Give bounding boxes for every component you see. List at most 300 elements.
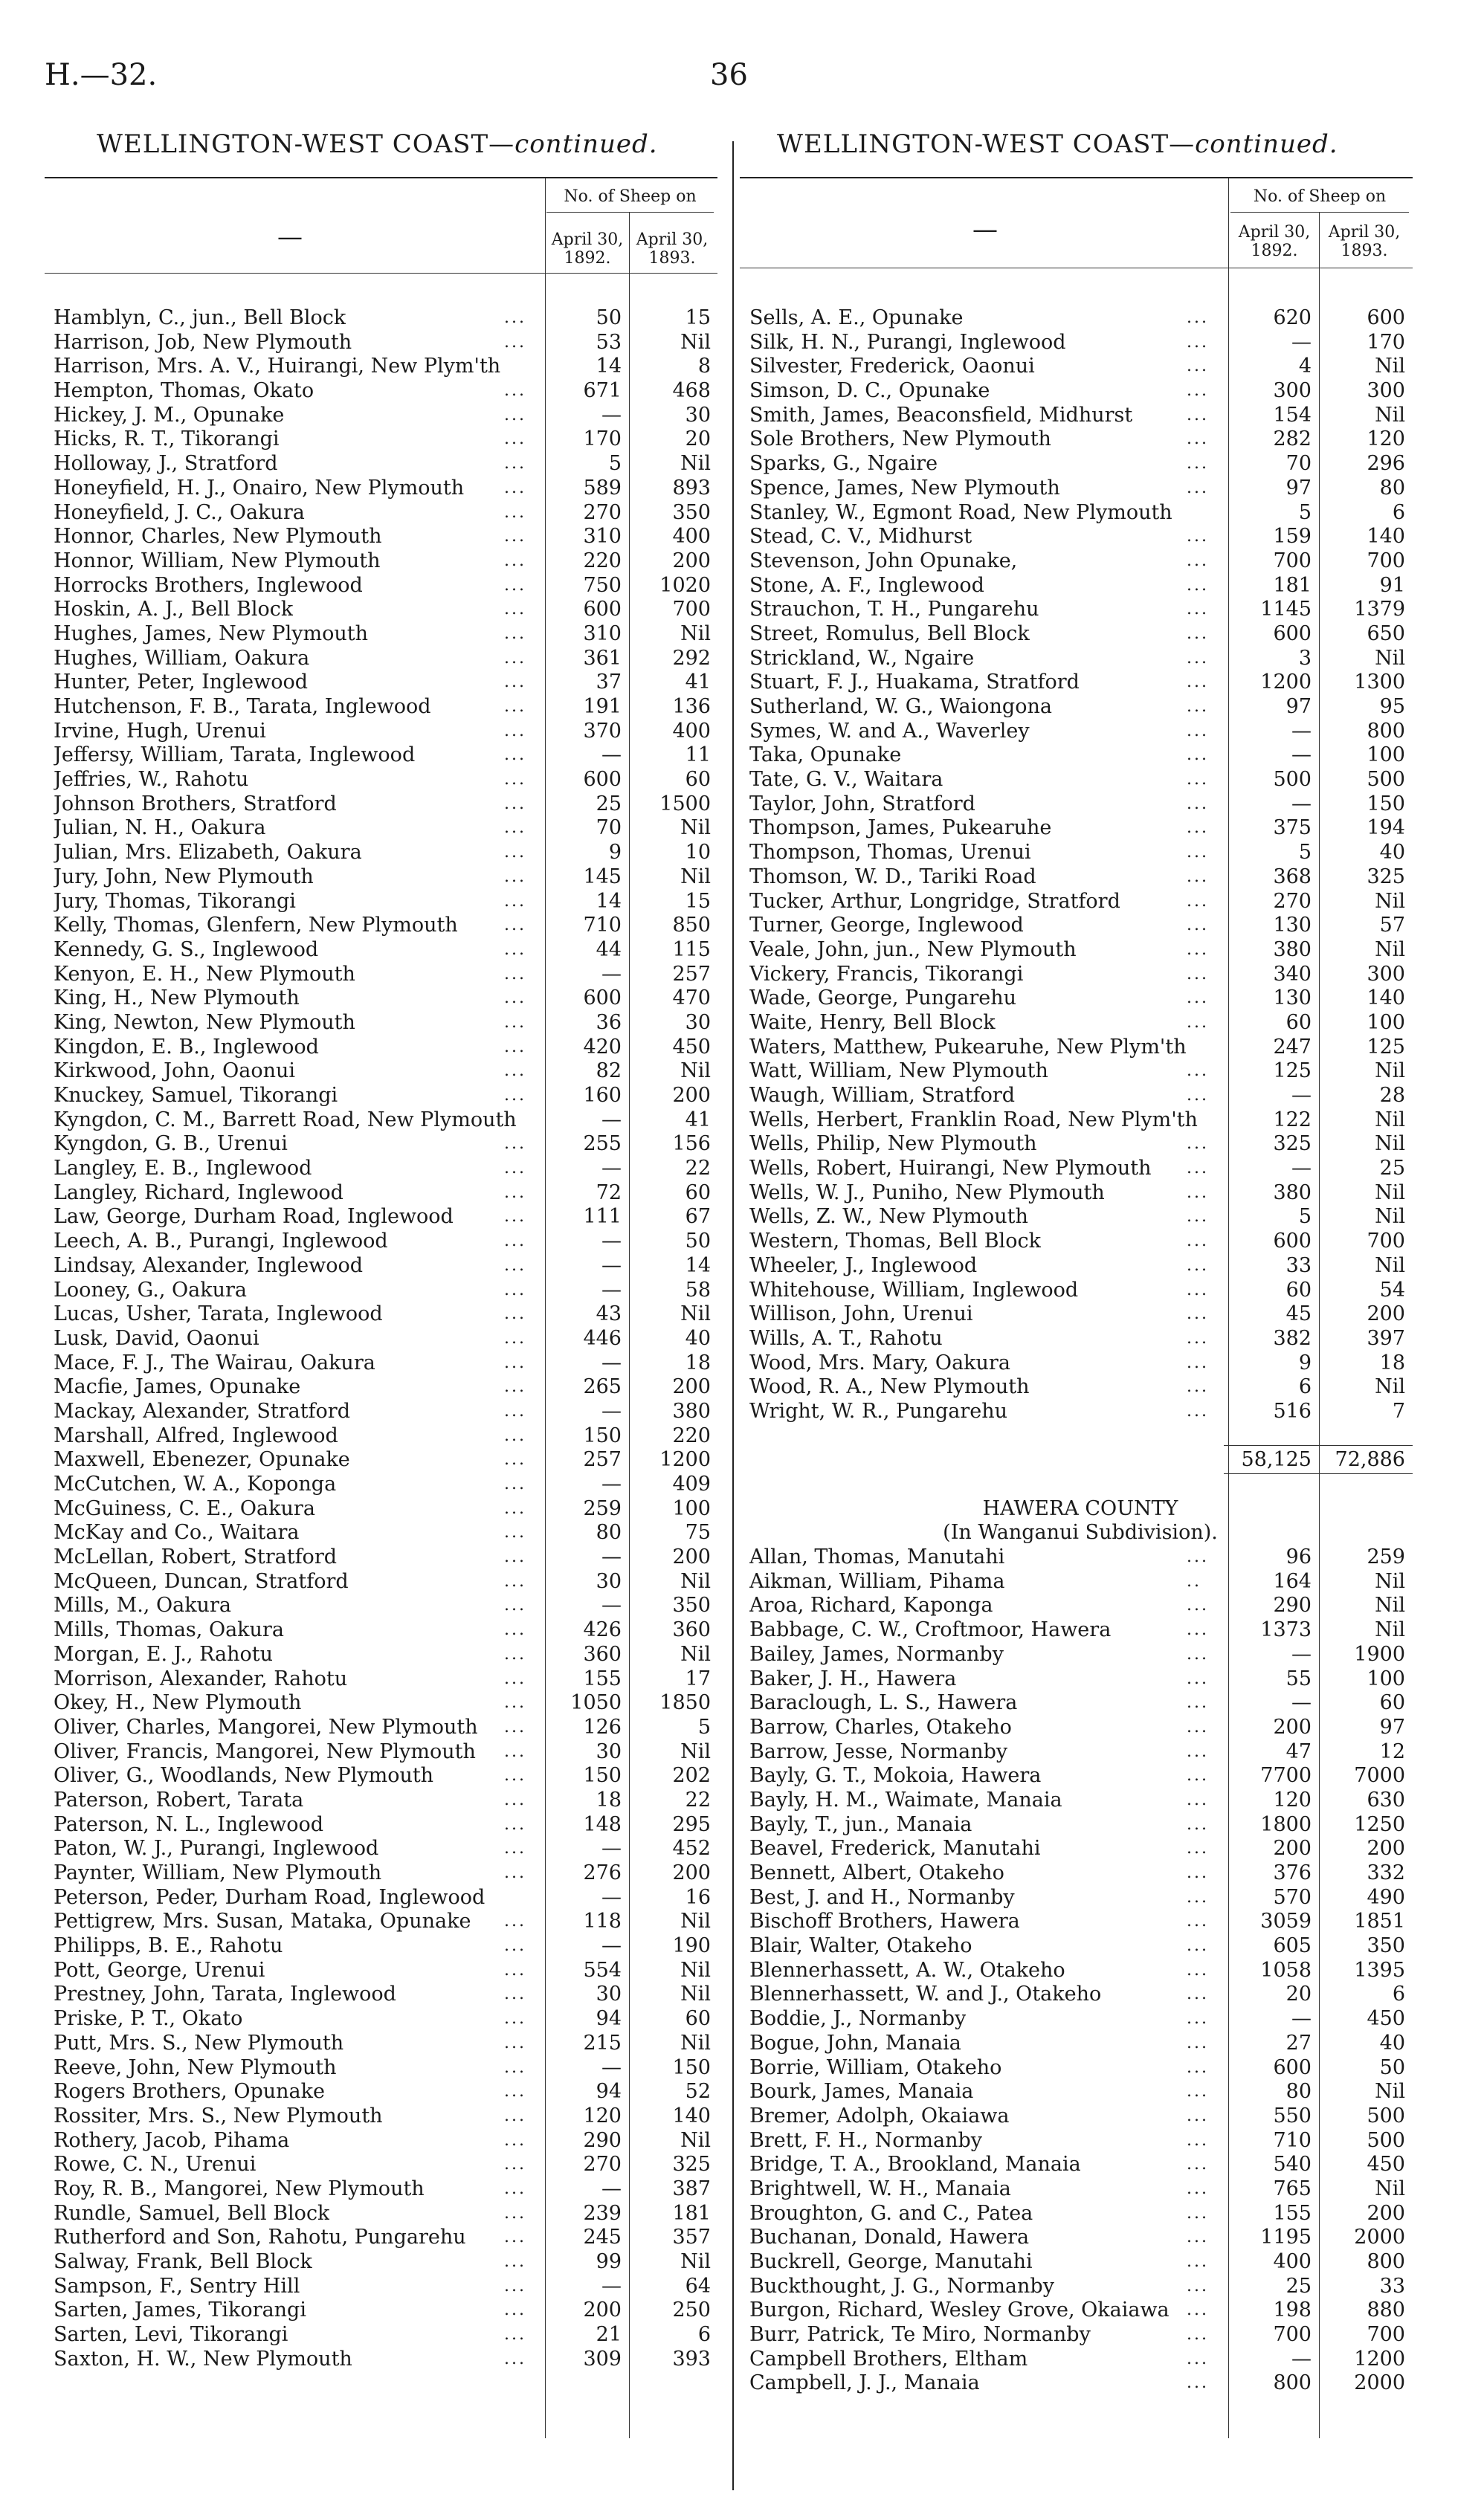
table-row: [54, 647, 715, 671]
row-value-1892: 282: [1273, 427, 1312, 451]
table-row: [749, 865, 1411, 890]
row-name: Knuckey, Samuel, Tikorangi: [54, 1084, 338, 1107]
row-leader-dots: ..: [1187, 1571, 1201, 1591]
row-value-1893: 800: [1367, 2250, 1405, 2273]
row-value-1892: 540: [1273, 2153, 1312, 2177]
table-row: [749, 1618, 1411, 1643]
row-name: Julian, Mrs. Elizabeth, Oakura: [54, 841, 362, 865]
row-name: Waugh, William, Stratford: [749, 1084, 1016, 1107]
row-value-1892: 45: [1285, 1302, 1312, 1326]
row-leader-dots: ...: [1187, 454, 1209, 474]
row-name: Priske, P. T., Okato: [54, 2007, 243, 2031]
table-row: [749, 938, 1411, 963]
table-row: [749, 743, 1411, 768]
row-name: Brightwell, W. H., Manaia: [749, 2177, 1011, 2200]
table-row: [54, 2032, 715, 2056]
row-name: Hutchenson, F. B., Tarata, Inglewood: [54, 695, 431, 718]
row-leader-dots: ...: [504, 1207, 526, 1227]
row-leader-dots: ...: [1187, 2374, 1209, 2393]
row-value-1892: 554: [583, 1958, 622, 1982]
row-name: Waite, Henry, Bell Block: [749, 1010, 996, 1034]
row-value-1892: 368: [1273, 865, 1312, 888]
right-title-text: WELLINGTON-WEST COAST—: [777, 129, 1196, 159]
row-value-1893: 300: [1367, 379, 1405, 403]
row-value-1893: Nil: [1375, 403, 1405, 427]
row-leader-dots: ...: [504, 1693, 526, 1713]
row-value-1892: 220: [583, 549, 622, 572]
row-value-1892: 43: [596, 1302, 622, 1326]
row-value-1892: 82: [596, 1059, 622, 1083]
row-value-1892: 270: [583, 2153, 622, 2177]
row-leader-dots: ...: [1187, 1159, 1209, 1178]
row-name: Wood, Mrs. Mary, Oakura: [749, 1351, 1010, 1374]
row-name: Hughes, James, New Plymouth: [54, 621, 368, 645]
table-row: [749, 2298, 1411, 2323]
table-row: [54, 1254, 715, 1279]
row-value-1893: 200: [672, 549, 711, 572]
row-value-1893: 850: [672, 914, 711, 937]
row-leader-dots: ...: [1187, 1134, 1209, 1154]
row-value-1892: 3059: [1260, 1910, 1312, 1933]
row-value-1892: 1050: [570, 1691, 622, 1715]
table-row: [54, 1473, 715, 1497]
row-leader-dots: ...: [504, 1523, 526, 1542]
row-value-1892: —: [601, 1594, 622, 1618]
row-value-1892: 170: [583, 427, 622, 451]
row-value-1893: Nil: [680, 1983, 711, 2006]
row-value-1892: 420: [583, 1035, 622, 1059]
row-value-1892: 310: [583, 621, 622, 645]
row-name: Bridge, T. A., Brookland, Manaia: [749, 2153, 1081, 2177]
row-value-1893: 450: [1367, 2007, 1405, 2031]
table-row: [749, 1983, 1411, 2007]
table-row: [749, 525, 1411, 549]
row-name: Paterson, N. L., Inglewood: [54, 1812, 324, 1836]
row-value-1893: 220: [672, 1424, 711, 1447]
table-row: [54, 1036, 715, 1060]
row-value-1893: 700: [1367, 549, 1405, 572]
row-name: Thompson, Thomas, Urenui: [749, 841, 1031, 865]
table-row: [749, 355, 1411, 379]
table-row: [749, 1254, 1411, 1279]
row-value-1892: —: [601, 1108, 622, 1131]
row-name: Spence, James, New Plymouth: [749, 476, 1060, 500]
row-value-1892: —: [601, 2055, 622, 2079]
row-leader-dots: ...: [1187, 1183, 1209, 1202]
row-value-1892: 47: [1285, 1739, 1312, 1763]
row-name: Pettigrew, Mrs. Susan, Mataka, Opunake: [54, 1910, 471, 1933]
table-row: [749, 2032, 1411, 2056]
row-value-1892: 290: [1273, 1594, 1312, 1618]
row-value-1893: 120: [1367, 427, 1405, 451]
row-name: Hickey, J. M., Opunake: [54, 403, 285, 427]
row-value-1893: 700: [1367, 1230, 1405, 1253]
row-value-1893: 75: [685, 1521, 711, 1545]
table-row: [749, 476, 1411, 501]
row-name: Honnor, Charles, New Plymouth: [54, 525, 382, 549]
row-value-1892: 14: [596, 889, 622, 913]
row-value-1892: 55: [1285, 1667, 1312, 1690]
row-leader-dots: ...: [504, 1450, 526, 1470]
row-name: Jury, Thomas, Tikorangi: [54, 889, 296, 913]
row-value-1893: Nil: [1375, 1375, 1405, 1399]
row-value-1893: 409: [672, 1473, 711, 1496]
table-row: [54, 1837, 715, 1861]
row-name: Veale, John, jun., New Plymouth: [749, 937, 1077, 961]
row-leader-dots: ...: [1187, 2082, 1209, 2101]
row-value-1893: 91: [1379, 573, 1405, 597]
row-leader-dots: ...: [1187, 1669, 1209, 1688]
row-leader-dots: ...: [504, 1864, 526, 1882]
table-row: [749, 1473, 1411, 1497]
row-value-1893: 1850: [659, 1691, 711, 1715]
table-row: [54, 1545, 715, 1570]
row-value-1893: 292: [672, 646, 711, 670]
row-value-1892: 96: [1285, 1545, 1312, 1569]
table-row: [749, 2080, 1411, 2104]
row-value-1893: 250: [672, 2298, 711, 2322]
table-row: [749, 2129, 1411, 2154]
row-value-1893: 150: [1367, 792, 1405, 815]
row-value-1893: 150: [672, 2055, 711, 2079]
row-value-1893: 1900: [1354, 1642, 1405, 1666]
table-row: [749, 2104, 1411, 2129]
table-row: [749, 1036, 1411, 1060]
table-row: [749, 1205, 1411, 1230]
row-value-1892: 97: [1285, 695, 1312, 718]
row-value-1892: 710: [583, 914, 622, 937]
row-value-1893: Nil: [680, 452, 711, 476]
row-value-1892: —: [601, 1837, 622, 1861]
row-name: Jeffersy, William, Tarata, Inglewood: [54, 743, 416, 767]
row-name: Rogers Brothers, Opunake: [54, 2080, 325, 2104]
table-row: [749, 549, 1411, 574]
right-title-italic: continued.: [1195, 129, 1338, 159]
row-name: Maxwell, Ebenezer, Opunake: [54, 1448, 350, 1472]
row-value-1892: 1145: [1260, 598, 1312, 621]
table-row: [54, 427, 715, 452]
row-leader-dots: ...: [504, 2252, 526, 2271]
row-name: Hamblyn, C., jun., Bell Block: [54, 306, 346, 329]
row-name: Waters, Matthew, Pukearuhe, New Plym'th: [749, 1035, 1187, 1059]
row-value-1893: 800: [1367, 719, 1405, 743]
row-value-1892: 155: [583, 1667, 622, 1690]
row-value-1892: 700: [1273, 549, 1312, 572]
row-value-1892: 125: [1273, 1059, 1312, 1083]
table-row: [749, 1570, 1411, 1595]
row-value-1892: 600: [583, 598, 622, 621]
page-id: H.—32.: [45, 58, 158, 92]
row-value-1892: 7700: [1260, 1764, 1312, 1788]
row-value-1893: 350: [1367, 1934, 1405, 1958]
row-value-1893: 181: [672, 2201, 711, 2225]
left-header-group: No. of Sheep on: [564, 187, 697, 206]
row-value-1893: 60: [685, 2007, 711, 2031]
table-row: [749, 1959, 1411, 1983]
row-value-1892: 239: [583, 2201, 622, 2225]
row-value-1893: 100: [672, 1496, 711, 1520]
row-name: Honeyfield, J. C., Oakura: [54, 500, 305, 524]
row-leader-dots: ...: [1187, 600, 1209, 619]
row-name: Barrow, Jesse, Normanby: [749, 1739, 1008, 1763]
table-row: [54, 865, 715, 890]
row-leader-dots: ...: [504, 964, 526, 983]
row-value-1892: 300: [1273, 379, 1312, 403]
row-name: Wells, W. J., Puniho, New Plymouth: [749, 1180, 1105, 1204]
row-name: Kingdon, E. B., Inglewood: [54, 1035, 319, 1059]
row-value-1892: 70: [1285, 452, 1312, 476]
row-value-1892: 3: [1298, 646, 1312, 670]
row-leader-dots: ...: [504, 1159, 526, 1178]
table-row: [54, 2080, 715, 2104]
row-value-1892: 80: [1285, 2080, 1312, 2104]
row-value-1893: 7000: [1354, 1764, 1405, 1788]
row-name: Wells, Robert, Huirangi, New Plymouth: [749, 1157, 1152, 1180]
row-leader-dots: ...: [504, 430, 526, 449]
row-value-1892: 309: [583, 2347, 622, 2371]
row-leader-dots: ...: [504, 2155, 526, 2174]
row-name: Hempton, Thomas, Okato: [54, 379, 314, 403]
table-row: [749, 1059, 1411, 1084]
row-leader-dots: ...: [504, 575, 526, 595]
row-value-1893: Nil: [680, 816, 711, 840]
table-row: [54, 671, 715, 695]
row-value-1892: —: [601, 2274, 622, 2298]
row-name: Vickery, Francis, Tikorangi: [749, 962, 1024, 986]
row-name: Salway, Frank, Bell Block: [54, 2250, 312, 2273]
row-leader-dots: ...: [504, 527, 526, 546]
row-name: Jury, John, New Plymouth: [54, 865, 314, 888]
row-name: Morrison, Alexander, Rahotu: [54, 1667, 348, 1690]
row-leader-dots: ...: [504, 673, 526, 692]
row-value-1892: 25: [1285, 2274, 1312, 2298]
row-value-1892: 6: [1298, 1375, 1312, 1399]
row-value-1893: 2000: [1354, 2226, 1405, 2249]
row-value-1892: 80: [596, 1521, 622, 1545]
row-name: Lusk, David, Oaonui: [54, 1326, 259, 1350]
row-value-1893: Nil: [680, 621, 711, 645]
row-name: Burr, Patrick, Te Miro, Normanby: [749, 2323, 1091, 2347]
row-value-1893: Nil: [1375, 2080, 1405, 2104]
row-value-1893: 360: [672, 1618, 711, 1642]
table-row: [54, 1157, 715, 1181]
row-value-1893: 332: [1367, 1861, 1405, 1884]
row-value-1892: 1058: [1260, 1958, 1312, 1982]
row-name: Watt, William, New Plymouth: [749, 1059, 1048, 1083]
row-leader-dots: ...: [504, 989, 526, 1008]
row-name: Allan, Thomas, Manutahi: [749, 1545, 1005, 1569]
row-leader-dots: ...: [504, 2276, 526, 2296]
table-row: [749, 427, 1411, 452]
table-row: [749, 1691, 1411, 1716]
row-value-1893: 15: [685, 889, 711, 913]
row-value-1892: 118: [583, 1910, 622, 1933]
row-value-1892: 375: [1273, 816, 1312, 840]
row-leader-dots: ...: [504, 721, 526, 740]
left-header-rule: [45, 177, 717, 178]
row-leader-dots: ...: [1187, 1864, 1209, 1882]
row-leader-dots: ...: [1187, 2325, 1209, 2345]
row-name: Bennett, Albert, Otakeho: [749, 1861, 1004, 1884]
table-row: [749, 647, 1411, 671]
table-row: [749, 2226, 1411, 2250]
table-row: [54, 1448, 715, 1473]
table-row: [749, 2371, 1411, 2396]
row-leader-dots: ...: [1187, 2252, 1209, 2271]
row-name: Hughes, William, Oakura: [54, 646, 310, 670]
row-value-1892: 181: [1273, 573, 1312, 597]
row-value-1892: 60: [1285, 1278, 1312, 1302]
row-value-1893: 490: [1367, 1885, 1405, 1909]
row-value-1893: 1020: [659, 573, 711, 597]
row-leader-dots: ...: [504, 2130, 526, 2150]
row-leader-dots: ...: [504, 1037, 526, 1056]
table-row: [54, 1813, 715, 1838]
table-row: [54, 2250, 715, 2275]
row-value-1893: 64: [685, 2274, 711, 2298]
row-leader-dots: ...: [504, 1815, 526, 1834]
row-value-1892: 426: [583, 1618, 622, 1642]
row-leader-dots: ...: [1187, 551, 1209, 570]
table-row: [54, 768, 715, 792]
row-leader-dots: ...: [1187, 2009, 1209, 2029]
table-row: [54, 1327, 715, 1351]
table-row: [54, 1594, 715, 1618]
row-leader-dots: ...: [1187, 721, 1209, 740]
row-value-1893: 7: [1392, 1399, 1405, 1423]
table-row: [749, 622, 1411, 647]
row-value-1893: 200: [672, 1861, 711, 1884]
row-value-1893: 200: [1367, 2201, 1405, 2225]
row-value-1892: 257: [583, 1448, 622, 1472]
row-value-1892: —: [601, 1399, 622, 1423]
table-row: [54, 501, 715, 526]
row-name: Lucas, Usher, Tarata, Inglewood: [54, 1302, 383, 1326]
row-value-1892: —: [601, 1230, 622, 1253]
row-value-1892: —: [601, 743, 622, 767]
row-name: Aikman, William, Pihama: [749, 1569, 1005, 1593]
row-value-1893: 16: [685, 1885, 711, 1909]
row-name: (In Wanganui Subdivision).: [943, 1521, 1218, 1545]
row-leader-dots: ...: [504, 1717, 526, 1736]
row-value-1892: —: [601, 1351, 622, 1374]
row-value-1893: Nil: [680, 1739, 711, 1763]
row-name: Thompson, James, Pukearuhe: [749, 816, 1052, 840]
row-value-1892: —: [1291, 2347, 1312, 2371]
row-value-1892: 72: [596, 1180, 622, 1204]
left-header-col1: April 30, 1892.: [551, 230, 624, 268]
row-name: Sparks, G., Ngaire: [749, 452, 938, 476]
row-leader-dots: ...: [1187, 308, 1209, 327]
table-row: [749, 331, 1411, 355]
row-name: Best, J. and H., Normanby: [749, 1885, 1015, 1909]
row-value-1893: 350: [672, 1594, 711, 1618]
row-value-1892: 5: [1298, 1205, 1312, 1229]
row-name: Kennedy, G. S., Inglewood: [54, 937, 319, 961]
row-name: Western, Thomas, Bell Block: [749, 1230, 1041, 1253]
row-name: Rutherford and Son, Rahotu, Pungarehu: [54, 2226, 466, 2249]
row-value-1893: 500: [1367, 2128, 1405, 2152]
row-value-1893: Nil: [680, 2031, 711, 2055]
row-value-1892: 620: [1273, 306, 1312, 329]
row-value-1893: 200: [1367, 1837, 1405, 1861]
row-leader-dots: ...: [1187, 1693, 1209, 1713]
right-header-group: No. of Sheep on: [1253, 187, 1387, 206]
table-row: [749, 501, 1411, 526]
row-leader-dots: ...: [1187, 940, 1209, 959]
row-name: Stevenson, John Opunake,: [749, 549, 1018, 572]
row-name: Philipps, B. E., Rahotu: [54, 1934, 283, 1958]
row-name: Morgan, E. J., Rahotu: [54, 1642, 274, 1666]
row-value-1893: 325: [672, 2153, 711, 2177]
row-value-1892: —: [1291, 1642, 1312, 1666]
row-name: Strauchon, T. H., Pungarehu: [749, 598, 1039, 621]
row-leader-dots: ...: [504, 600, 526, 619]
row-leader-dots: ...: [1187, 1766, 1209, 1786]
row-value-1893: 295: [672, 1812, 711, 1836]
table-row: [749, 1108, 1411, 1133]
table-row: [54, 1424, 715, 1449]
row-leader-dots: ...: [504, 2179, 526, 2198]
row-leader-dots: ...: [504, 1960, 526, 1980]
row-value-1893: 100: [1367, 1010, 1405, 1034]
right-header-dash: —: [972, 215, 998, 245]
row-leader-dots: ...: [1187, 2155, 1209, 2174]
row-leader-dots: ...: [504, 2203, 526, 2223]
row-leader-dots: ...: [504, 2033, 526, 2052]
table-row: [749, 1764, 1411, 1789]
row-value-1893: 170: [1367, 330, 1405, 354]
row-leader-dots: ...: [504, 1305, 526, 1324]
row-value-1893: 200: [1367, 1302, 1405, 1326]
row-name: King, Newton, New Plymouth: [54, 1010, 355, 1034]
row-name: Silvester, Frederick, Oaonui: [749, 355, 1035, 378]
row-name: Aroa, Richard, Kaponga: [749, 1594, 993, 1618]
row-value-1892: 245: [583, 2226, 622, 2249]
row-name: McLellan, Robert, Stratford: [54, 1545, 338, 1569]
row-leader-dots: ...: [504, 1353, 526, 1372]
table-row: [749, 1934, 1411, 1959]
row-value-1892: 700: [1273, 2323, 1312, 2347]
row-value-1893: 1300: [1354, 671, 1405, 694]
row-name: Kirkwood, John, Oaonui: [54, 1059, 296, 1083]
row-leader-dots: ...: [1187, 2301, 1209, 2320]
row-value-1893: 387: [672, 2177, 711, 2200]
table-row: [54, 1108, 715, 1133]
row-value-1892: 1195: [1260, 2226, 1312, 2249]
row-value-1893: 40: [685, 1326, 711, 1350]
row-value-1893: 700: [1367, 2323, 1405, 2347]
row-leader-dots: ...: [1187, 1377, 1209, 1397]
row-name: Wills, A. T., Rahotu: [749, 1326, 943, 1350]
table-row: [749, 816, 1411, 841]
row-name: Mills, Thomas, Oakura: [54, 1618, 284, 1642]
table-row: [749, 1521, 1411, 1545]
row-name: Looney, G., Oakura: [54, 1278, 247, 1302]
row-value-1893: 125: [1367, 1035, 1405, 1059]
row-value-1893: 296: [1367, 452, 1405, 476]
row-value-1893: 72,886: [1335, 1448, 1405, 1472]
row-leader-dots: ...: [1187, 575, 1209, 595]
row-value-1893: 15: [685, 306, 711, 329]
row-leader-dots: ...: [1187, 746, 1209, 765]
row-value-1892: 765: [1273, 2177, 1312, 2200]
row-value-1892: —: [1291, 792, 1312, 815]
table-row: [749, 695, 1411, 720]
row-value-1893: 33: [1379, 2274, 1405, 2298]
row-leader-dots: ...: [1187, 1815, 1209, 1834]
row-value-1892: —: [601, 1934, 622, 1958]
